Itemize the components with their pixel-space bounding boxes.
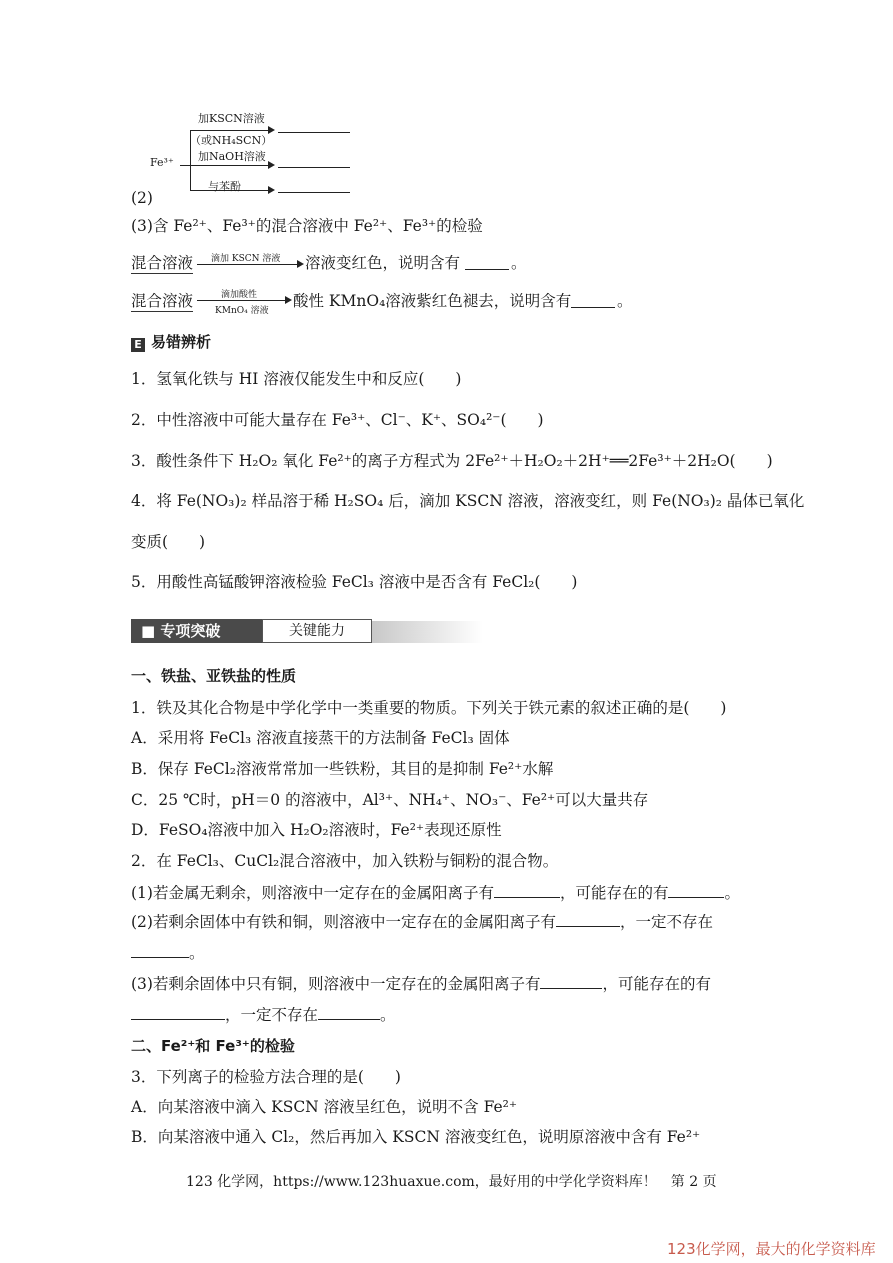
row2-reagent-bottom: KMnO₄ 溶液 [215,306,269,316]
error-item-2: 2．中性溶液中可能大量存在 Fe³⁺、Cl⁻、K⁺、SO₄²⁻( ) [131,411,544,429]
row2-arrowhead [285,296,292,304]
q2-2-text-b: ，一定不存在 [619,913,713,931]
branch2-arrowhead [268,161,275,169]
banner-left: ■ 专项突破 [131,619,262,643]
row1-result: 溶液变红色，说明含有 [305,254,461,272]
banner-right: 关键能力 [262,619,372,643]
q3-option-b: B．向某溶液中通入 Cl₂，然后再加入 KSCN 溶液变红色，说明原溶液中含有 Fe²⁺ [131,1128,701,1146]
q2-2-blank-2 [131,943,189,958]
sec3-row1 [131,253,651,277]
q2-1-text-c: 。 [724,884,740,902]
q2-3-blank-1 [540,974,602,989]
q2-2-text-c: 。 [189,944,205,962]
q1-option-a: A．采用将 FeCl₃ 溶液直接蒸干的方法制备 FeCl₃ 固体 [131,729,510,747]
q2-part3 [131,974,711,994]
diagram-item-number: (2) [131,189,153,207]
stem-line [180,165,190,166]
q2-1-blank-1 [494,883,560,898]
q2-2-blank-1 [556,912,620,927]
branch3-arrowhead [268,186,275,194]
part2-heading: 二、Fe²⁺和 Fe³⁺的检验 [131,1037,295,1055]
error-item-4-cont: 变质( ) [131,533,206,551]
q2-3-blank-2 [131,1005,225,1020]
q1-option-d: D．FeSO₄溶液中加入 H₂O₂溶液时，Fe²⁺表现还原性 [131,821,502,839]
fe3-diagram [150,108,360,204]
q2-3-text-d: 。 [380,1006,396,1024]
answer-blank-1 [278,132,350,133]
branch1-bottom-label: （或NH₄SCN） [190,134,273,147]
row2-blank [571,293,615,308]
error-item-1: 1．氢氧化铁与 HI 溶液仅能发生中和反应( ) [131,370,462,388]
error-item-3: 3．酸性条件下 H₂O₂ 氧化 Fe²⁺的离子方程式为 2Fe²⁺＋H₂O₂＋2H⁺══2Fe³⁺＋2H₂O( ) [131,452,773,470]
q2-1-text-b: ，可能存在的有 [559,884,669,902]
error-section-heading [131,331,211,352]
q2-1-text-a: (1)若金属无剩余，则溶液中一定存在的金属阳离子有 [131,884,494,902]
answer-blank-3 [278,192,350,193]
branch2-label: 加NaOH溶液 [198,150,266,163]
watermark: 123化学网，最大的化学资料库 [667,1240,876,1258]
row1-arrowhead [297,260,304,268]
q2-3-text-b: ，可能存在的有 [602,975,711,993]
q2-3-text-c: ，一定不存在 [225,1006,319,1024]
q1-option-c: C．25 ℃时，pH＝0 的溶液中，Al³⁺、NH₄⁺、NO₃⁻、Fe²⁺可以大量共存 [131,791,649,809]
fe3-label: Fe³⁺ [150,156,174,169]
e-badge-icon: E [131,338,145,352]
banner-fade [372,621,483,643]
row1-blank [465,255,509,270]
page-footer: 123 化学网，https://www.123huaxue.com，最好用的中学化学资料库！ 第 2 页 [186,1174,717,1190]
q2-part1 [131,883,740,903]
error-item-4: 4．将 Fe(NO₃)₂ 样品溶于稀 H₂SO₄ 后，滴加 KSCN 溶液，溶液变红，则 Fe(NO₃)₂ 晶体已氧化 [131,492,805,510]
row2-reagent-top: 滴加酸性 [221,290,258,300]
branch1-top-label: 加KSCN溶液 [198,112,265,125]
q2-stem: 2．在 FeCl₃、CuCl₂混合溶液中，加入铁粉与铜粉的混合物。 [131,852,559,870]
row1-start: 混合溶液 [131,254,194,272]
branch1-line [190,130,270,131]
section-banner [131,618,483,646]
q2-3-text-a: (3)若剩余固体中只有铜，则溶液中一定存在的金属阳离子有 [131,975,541,993]
q1-option-b: B．保存 FeCl₂溶液常常加一些铁粉，其目的是抑制 Fe²⁺水解 [131,760,554,778]
q2-part2-cont [131,943,205,963]
q2-1-blank-2 [668,883,724,898]
row1-reagent: 滴加 KSCN 溶液 [211,254,281,264]
answer-blank-2 [278,167,350,168]
row2-result: 酸性 KMnO₄溶液紫红色褪去，说明含有 [293,292,572,310]
q2-part3-cont [131,1005,396,1025]
q3-stem: 3．下列离子的检验方法合理的是( ) [131,1068,401,1086]
q2-part2 [131,912,713,932]
row1-end: 。 [511,254,527,272]
sec3-intro: (3)含 Fe²⁺、Fe³⁺的混合溶液中 Fe²⁺、Fe³⁺的检验 [131,217,483,235]
branch3-label: 与苯酚 [208,180,241,193]
q2-2-text-a: (2)若剩余固体中有铁和铜，则溶液中一定存在的金属阳离子有 [131,913,556,931]
branch2-line [190,165,270,166]
q1-stem: 1．铁及其化合物是中学化学中一类重要的物质。下列关于铁元素的叙述正确的是( ) [131,699,727,717]
error-item-5: 5．用酸性高锰酸钾溶液检验 FeCl₃ 溶液中是否含有 FeCl₂( ) [131,573,578,591]
sec3-row2 [131,291,651,315]
part1-heading: 一、铁盐、亚铁盐的性质 [131,667,297,685]
q3-option-a: A．向某溶液中滴入 KSCN 溶液呈红色，说明不含 Fe²⁺ [131,1098,518,1116]
row2-start: 混合溶液 [131,292,194,310]
q2-3-blank-3 [318,1005,380,1020]
row2-end: 。 [617,292,633,310]
error-section-title: 易错辨析 [151,333,212,351]
